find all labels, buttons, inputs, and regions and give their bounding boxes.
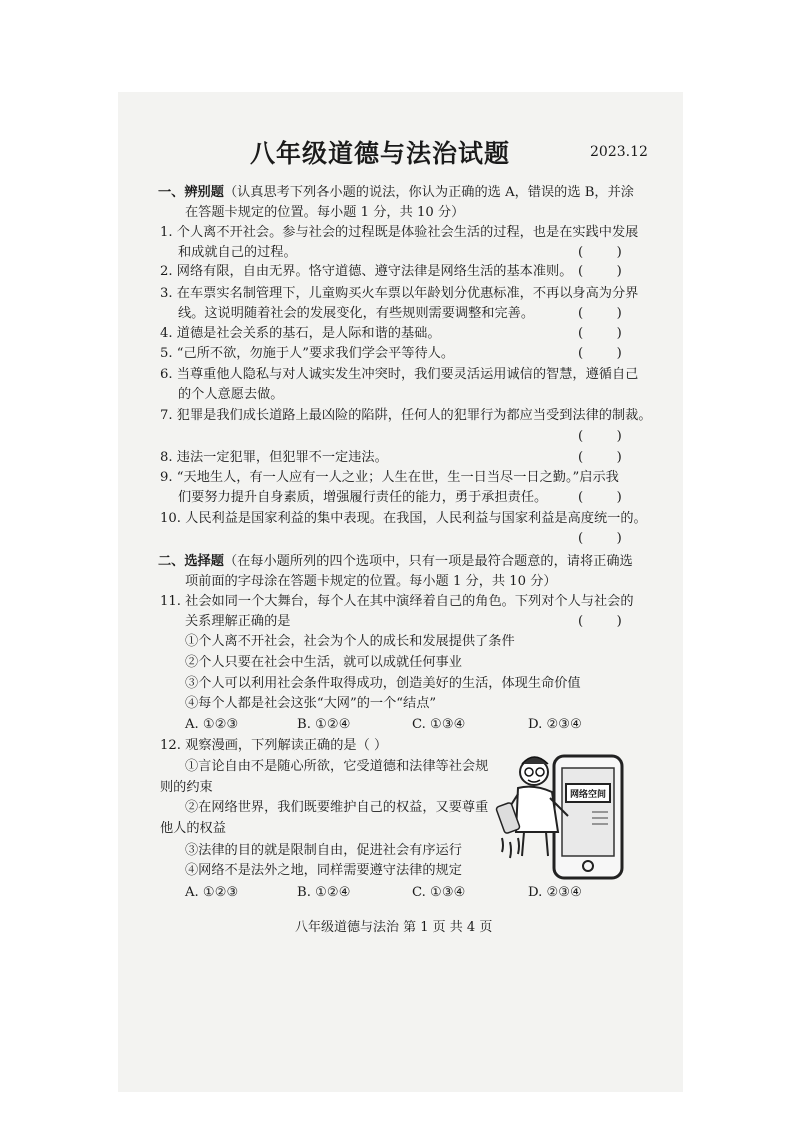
exam-date: 2023.12 [590,144,648,160]
answer-paren-q11: ( ) [578,614,622,629]
answer-paren-q9: ( ) [578,490,622,505]
q11-option2: ②个人只要在社会中生活，就可以成就任何事业 [185,655,462,670]
page-title: 八年级道德与法治试题 [250,139,511,168]
section1-instruction: （认真思考下列各小题的说法，你认为正确的选 A，错误的选 B，并涂 [223,185,634,200]
q12-stem: 12. 观察漫画，下列解读正确的是（ ） [160,738,388,753]
q4-line1: 4. 道德是社会关系的基石，是人际和谐的基础。 [160,326,441,341]
answer-paren-q7: ( ) [578,429,622,444]
q12-option2-line1: ②在网络世界，我们既要维护自己的权益，又要尊重 [185,800,489,815]
q3-line2: 线。这说明随着社会的发展变化，有些规则需要调整和完善。 [178,306,535,321]
answer-paren-q4: ( ) [578,326,622,341]
q6-line1: 6. 当尊重他人隐私与对人诚实发生冲突时，我们要灵活运用诚信的智慧，遵循自己 [160,367,639,382]
answer-paren-q2: ( ) [578,264,622,279]
section1-instruction-line2: 在答题卡规定的位置。每小题 1 分，共 10 分） [185,205,465,220]
q12-choice-b: B. ①②④ [297,885,351,900]
q5-line1: 5. “己所不欲，勿施于人”要求我们学会平等待人。 [160,346,455,361]
q12-choice-d: D. ②③④ [528,885,582,900]
q12-option1-line2: 则的约束 [160,780,213,795]
cartoon-illustration [492,746,640,884]
section2-header [158,553,633,571]
q11-option3: ③个人可以利用社会条件取得成功，创造美好的生活，体现生命价值 [185,676,581,691]
q9-line1: 9. “天地生人，有一人应有一人之业；人生在世，生一日当尽一日之勤。”启示我 [160,470,619,485]
q1-line1: 1. 个人离不开社会。参与社会的过程既是体验社会生活的过程，也是在实践中发展 [160,225,639,240]
q12-option2-line2: 他人的权益 [160,821,226,836]
section2-heading: 二、选择题 [158,554,224,569]
section1-header [158,184,634,202]
q11-choice-c: C. ①③④ [412,717,466,732]
q7-line1: 7. 犯罪是我们成长道路上最凶险的陷阱，任何人的犯罪行为都应当受到法律的制裁。 [160,408,652,423]
section2-instruction: （在每小题所列的四个选项中，只有一项是最符合题意的，请将正确选 [223,554,633,569]
answer-paren-q5: ( ) [578,346,622,361]
q11-option4: ④每个人都是社会这张“大网”的一个“结点” [185,696,437,711]
q12-option3: ③法律的目的就是限制自由，促进社会有序运行 [185,843,462,858]
q11-choice-a: A. ①②③ [185,717,239,732]
q8-line1: 8. 违法一定犯罪，但犯罪不一定违法。 [160,450,388,465]
q1-line2: 和成就自己的过程。 [178,245,297,260]
section2-instruction-line2: 项前面的字母涂在答题卡规定的位置。每小题 1 分，共 10 分） [185,574,557,589]
q9-line2: 们要努力提升自身素质，增强履行责任的能力，勇于承担责任。 [178,490,548,505]
q12-option1-line1: ①言论自由不是随心所欲，它受道德和法律等社会规 [185,759,489,774]
q12-option4: ④网络不是法外之地，同样需要遵守法律的规定 [185,863,462,878]
q10-line1: 10. 人民利益是国家利益的集中表现。在我国，人民利益与国家利益是高度统一的。 [160,511,647,526]
answer-paren-q3: ( ) [578,306,622,321]
q12-choice-a: A. ①②③ [185,885,239,900]
section1-heading: 一、辨别题 [158,185,224,200]
q11-line2: 关系理解正确的是 [185,614,291,629]
q12-choice-c: C. ①③④ [412,885,466,900]
answer-paren-q10: ( ) [578,531,622,546]
q11-choice-d: D. ②③④ [528,717,582,732]
answer-paren-q8: ( ) [578,450,622,465]
exam-paper-background [118,92,683,1092]
q2-line1: 2. 网络有限，自由无界。恪守道德、遵守法律是网络生活的基本准则。 [160,264,573,279]
cartoon-sign-text: 网络空间 [569,790,607,800]
page-footer: 八年级道德与法治 第 1 页 共 4 页 [295,920,493,935]
q11-option1: ①个人离不开社会，社会为个人的成长和发展提供了条件 [185,634,515,649]
q3-line1: 3. 在车票实名制管理下，儿童购买火车票以年龄划分优惠标准，不再以身高为分界 [160,286,639,301]
q11-line1: 11. 社会如同一个大舞台，每个人在其中演绎着自己的角色。下列对个人与社会的 [160,594,634,609]
q6-line2: 的个人意愿去做。 [178,387,284,402]
answer-paren-q1: ( ) [578,245,622,260]
q11-choice-b: B. ①②④ [297,717,351,732]
